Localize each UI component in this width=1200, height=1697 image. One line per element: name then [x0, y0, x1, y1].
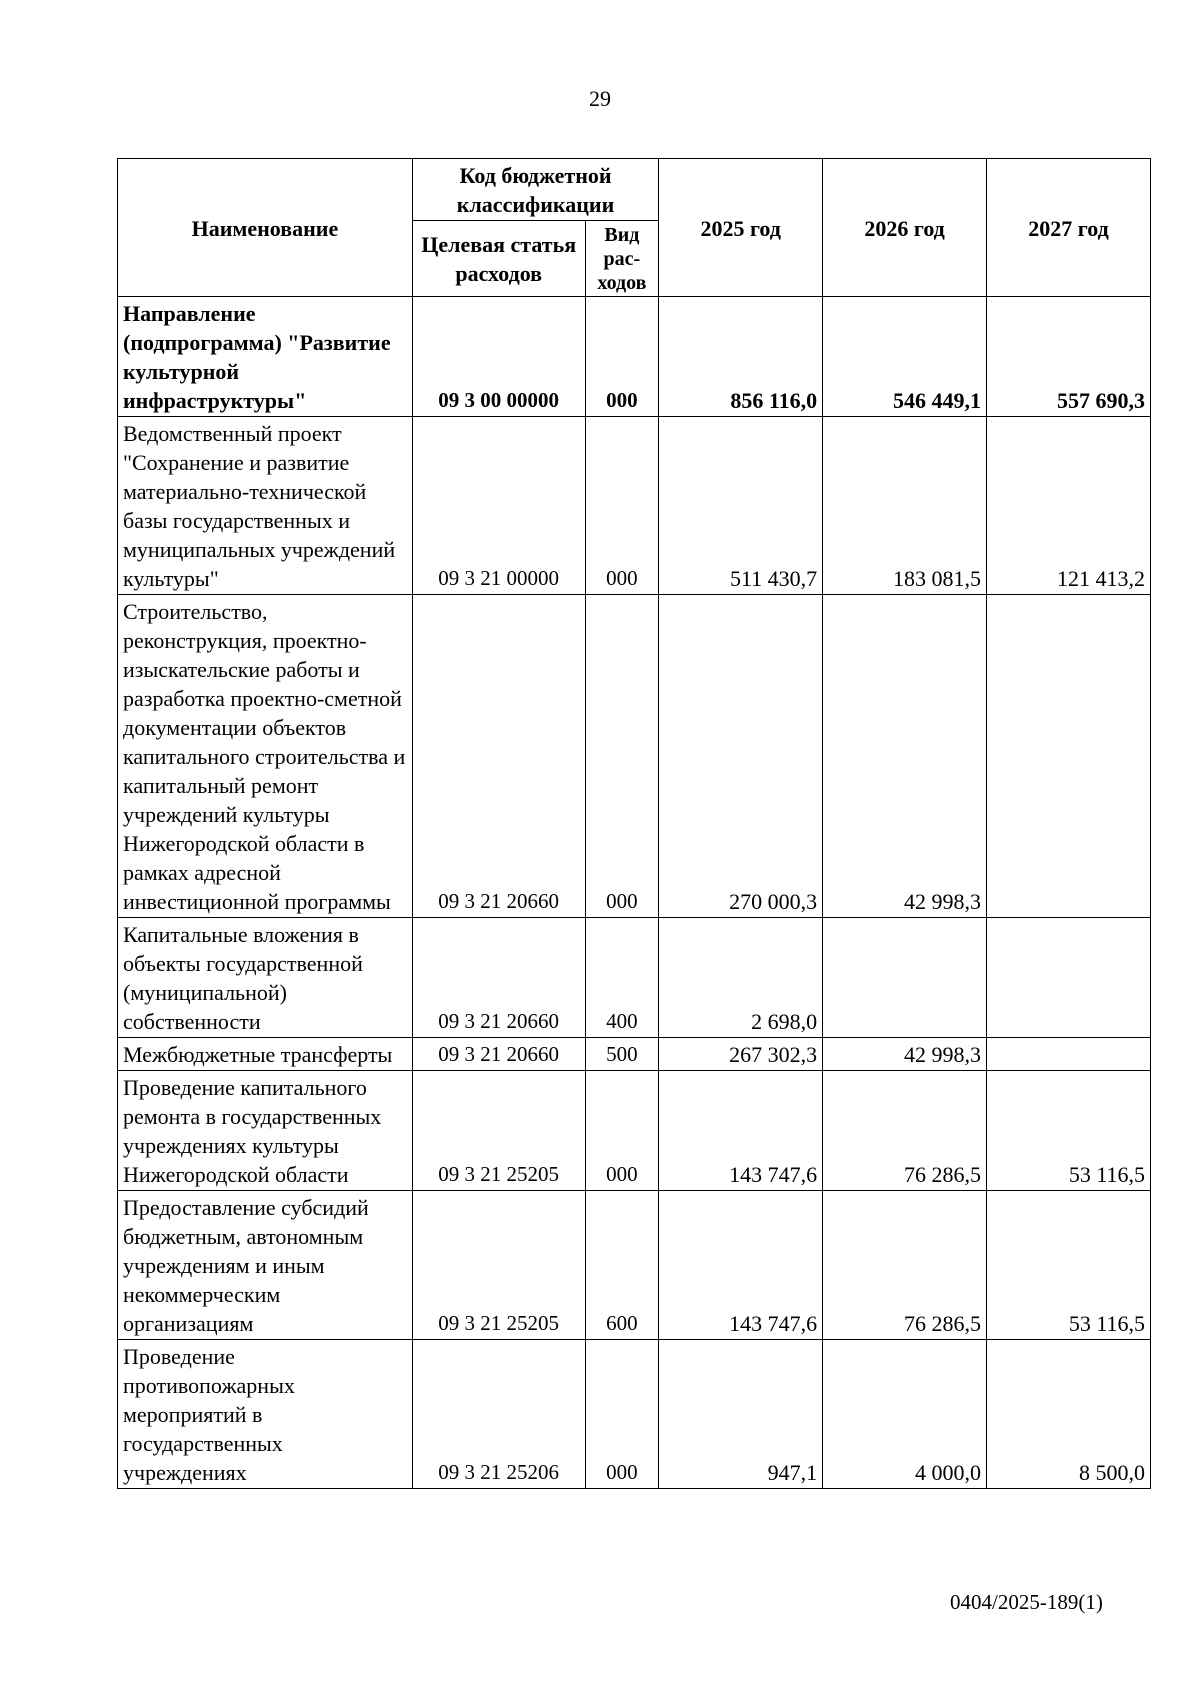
row-2025: 143 747,6 [659, 1191, 823, 1340]
row-name: Ведомственный проект "Сохранение и развитие материально-технической базы государственных и муниципальных учреждений культуры" [118, 417, 413, 595]
table-row [118, 417, 1151, 595]
row-2025: 856 116,0 [659, 297, 823, 417]
row-2025: 947,1 [659, 1340, 823, 1489]
header-2025: 2025 год [659, 159, 823, 297]
row-expense-type: 000 [585, 417, 659, 595]
row-target-code: 09 3 21 20660 [412, 918, 585, 1038]
row-2025: 511 430,7 [659, 417, 823, 595]
table-row [118, 918, 1151, 1038]
row-2026: 4 000,0 [823, 1340, 987, 1489]
row-2027: 121 413,2 [987, 417, 1151, 595]
row-2027 [987, 595, 1151, 918]
row-2027: 53 116,5 [987, 1071, 1151, 1191]
row-2025: 143 747,6 [659, 1071, 823, 1191]
row-target-code: 09 3 21 25205 [412, 1071, 585, 1191]
row-target-code: 09 3 21 00000 [412, 417, 585, 595]
row-expense-type: 400 [585, 918, 659, 1038]
table-header-row [118, 159, 1151, 221]
document-code: 0404/2025-189(1) [950, 1590, 1103, 1614]
table-row [118, 1191, 1151, 1340]
page-number: 29 [589, 86, 611, 111]
header-target-article: Целевая статья расходов [412, 221, 585, 297]
row-target-code: 09 3 21 25205 [412, 1191, 585, 1340]
row-name: Проведение капитального ремонта в государственных учреждениях культуры Нижегородской области [118, 1071, 413, 1191]
row-2025: 270 000,3 [659, 595, 823, 918]
row-2027: 557 690,3 [987, 297, 1151, 417]
header-code-group: Код бюджетной классификации [412, 159, 658, 221]
row-2025: 267 302,3 [659, 1038, 823, 1071]
row-2026: 42 998,3 [823, 595, 987, 918]
row-expense-type: 000 [585, 595, 659, 918]
header-2027: 2027 год [987, 159, 1151, 297]
row-target-code: 09 3 21 20660 [412, 595, 585, 918]
table-row [118, 595, 1151, 918]
row-name: Предоставление субсидий бюджетным, автономным учреждениям и иным некоммерческим организациям [118, 1191, 413, 1340]
row-2027: 8 500,0 [987, 1340, 1151, 1489]
row-name: Межбюджетные трансферты [118, 1038, 413, 1071]
row-expense-type: 000 [585, 1071, 659, 1191]
table-row [118, 1071, 1151, 1191]
header-name: Наименование [118, 159, 413, 297]
row-2025: 2 698,0 [659, 918, 823, 1038]
row-2027: 53 116,5 [987, 1191, 1151, 1340]
row-2026: 42 998,3 [823, 1038, 987, 1071]
row-2026: 183 081,5 [823, 417, 987, 595]
row-2027 [987, 1038, 1151, 1071]
row-target-code: 09 3 00 00000 [412, 297, 585, 417]
row-name: Направление (подпрограмма) "Развитие культурной инфраструктуры" [118, 297, 413, 417]
row-name: Проведение противопожарных мероприятий в государственных учреждениях [118, 1340, 413, 1489]
row-name: Капитальные вложения в объекты государственной (муниципальной) собственности [118, 918, 413, 1038]
row-2026: 546 449,1 [823, 297, 987, 417]
row-expense-type: 000 [585, 1340, 659, 1489]
table-row [118, 1340, 1151, 1489]
row-2026: 76 286,5 [823, 1071, 987, 1191]
row-expense-type: 500 [585, 1038, 659, 1071]
row-2026: 76 286,5 [823, 1191, 987, 1340]
row-expense-type: 600 [585, 1191, 659, 1340]
row-target-code: 09 3 21 25206 [412, 1340, 585, 1489]
row-name: Строительство, реконструкция, проектно-изыскательские работы и разработка проектно-сметной документации объектов капитального строительства и капитальный ремонт учреждений культуры Нижегородской области в рамках адресной инвестиционной программы [118, 595, 413, 918]
table-row [118, 1038, 1151, 1071]
row-2027 [987, 918, 1151, 1038]
header-expense-type: Вид рас-ходов [585, 221, 659, 297]
row-target-code: 09 3 21 20660 [412, 1038, 585, 1071]
table-row [118, 297, 1151, 417]
header-2026: 2026 год [823, 159, 987, 297]
budget-table [117, 158, 1151, 1489]
row-expense-type: 000 [585, 297, 659, 417]
row-2026 [823, 918, 987, 1038]
